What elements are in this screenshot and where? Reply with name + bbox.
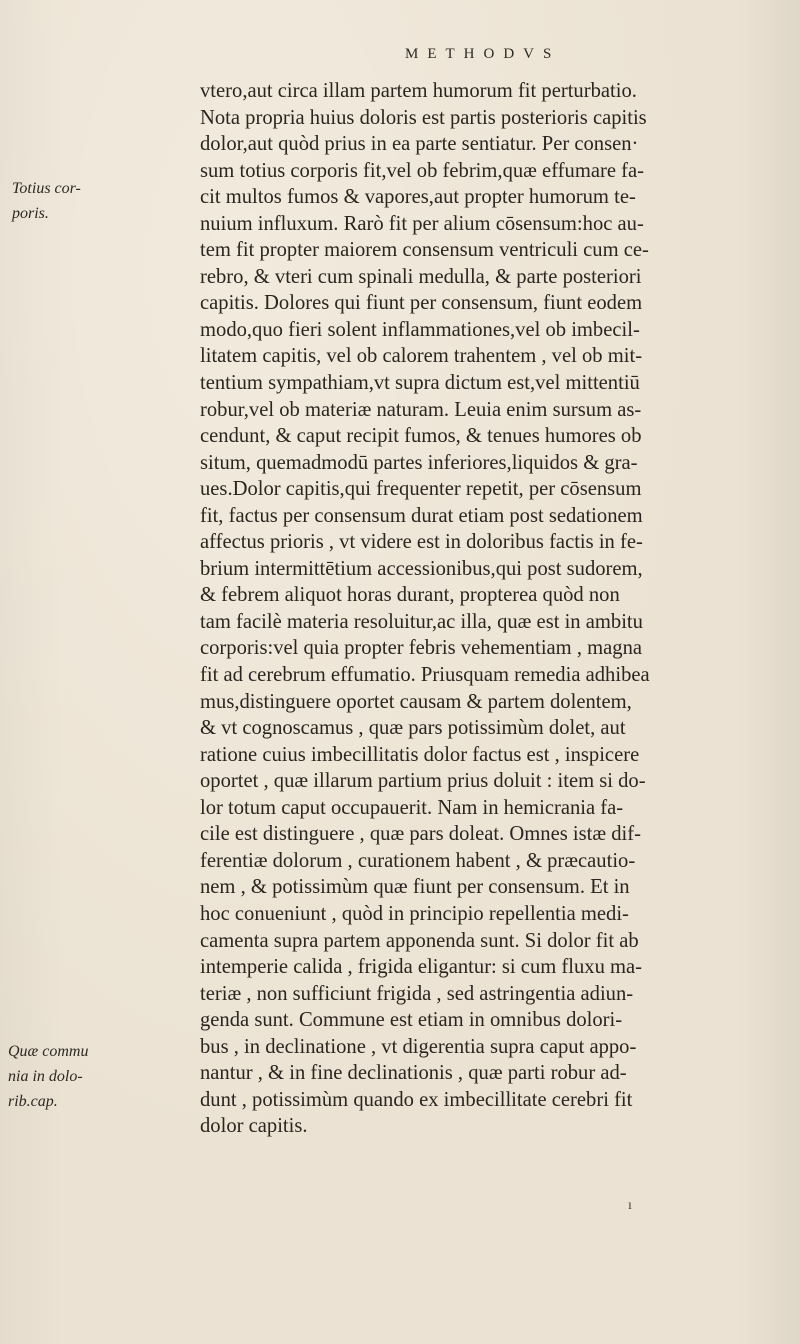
text-line: tam facilè materia resoluitur,ac illa, quæ est in ambitu [200, 610, 643, 633]
text-line: intemperie calida , frigida eligantur: si cum fluxu ma- [200, 956, 643, 979]
text-line: oportet , quæ illarum partium prius doluit : item si do- [200, 770, 646, 793]
margin-note-line: poris. [12, 205, 49, 222]
text-line: tem fit propter maiorem consensum ventriculi cum ce- [200, 239, 649, 262]
text-line: robur,vel ob materiæ naturam. Leuia enim sursum as- [200, 398, 642, 421]
main-text-block [200, 78, 796, 1140]
text-line: nuium influxum. Rarò fit per alium cōsensum:hoc au- [200, 212, 644, 235]
text-line: nantur , & in fine declinationis , quæ parti robur ad- [200, 1062, 627, 1085]
text-line: modo,quo fieri solent inflammationes,vel ob imbecil- [200, 318, 640, 341]
text-line: vtero,aut circa illam partem humorum fit perturbatio. [200, 80, 637, 102]
text-line: litatem capitis, vel ob calorem trahentem , vel ob mit- [200, 345, 643, 368]
text-line: mus,distinguere oportet causam & partem dolentem, [200, 690, 632, 713]
text-line: lor totum caput occupauerit. Nam in hemicrania fa- [200, 796, 624, 819]
stray-ink-mark: ı [628, 1198, 632, 1213]
running-header: METHODVS [405, 46, 561, 62]
margin-note-line: nia in dolo- [8, 1068, 83, 1085]
text-line: Nota propria huius doloris est partis posterioris capitis [200, 106, 647, 129]
text-line: & febrem aliquot horas durant, propterea quòd non [200, 584, 620, 607]
text-line: dolor capitis. [200, 1115, 308, 1138]
text-line: dunt , potissimùm quando ex imbecillitate cerebri fit [200, 1088, 633, 1111]
text-line: camenta supra partem apponenda sunt. Si dolor fit ab [200, 929, 639, 952]
text-line: affectus prioris , vt videre est in doloribus factis in fe- [200, 531, 643, 554]
text-line: cendunt, & caput recipit fumos, & tenues humores ob [200, 425, 642, 448]
text-line: dolor,aut quòd prius in ea parte sentiatur. Per consen· [200, 133, 639, 156]
text-line: ratione cuius imbecillitatis dolor factus est , inspicere [200, 743, 640, 766]
margin-note-line: Totius cor- [12, 180, 81, 197]
text-line: ues.Dolor capitis,qui frequenter repetit, per cōsensum [200, 478, 642, 501]
margin-note-line: rib.cap. [8, 1093, 58, 1110]
text-line: sum totius corporis fit,vel ob febrim,quæ effumare fa- [200, 159, 644, 182]
text-line: fit ad cerebrum effumatio. Priusquam remedia adhibea [200, 664, 650, 687]
margin-note-totius-corporis [12, 176, 81, 226]
text-line: bus , in declinatione , vt digerentia supra caput appo- [200, 1035, 637, 1058]
text-line: genda sunt. Commune est etiam in omnibus dolori- [200, 1009, 623, 1032]
text-line: cit multos fumos & vapores,aut propter humorum te- [200, 186, 636, 209]
text-line: rebro, & vteri cum spinali medulla, & parte posteriori [200, 265, 642, 288]
margin-note-quae-communia [8, 1039, 88, 1114]
text-line: capitis. Dolores qui fiunt per consensum, fiunt eodem [200, 292, 643, 315]
text-line: brium intermittētium accessionibus,qui post sudorem, [200, 557, 643, 580]
text-line: tentium sympathiam,vt supra dictum est,vel mittentiū [200, 372, 640, 395]
text-line: corporis:vel quia propter febris vehementiam , magna [200, 637, 643, 660]
text-line: situm, quemadmodū partes inferiores,liquidos & gra- [200, 451, 638, 474]
text-line: & vt cognoscamus , quæ pars potissimùm dolet, aut [200, 717, 626, 740]
text-line: cile est distinguere , quæ pars doleat. Omnes istæ dif- [200, 823, 641, 846]
text-line: fit, factus per consensum durat etiam post sedationem [200, 504, 643, 527]
margin-note-line: Quæ commu [8, 1043, 89, 1060]
text-line: nem , & potissimùm quæ fiunt per consensum. Et in [200, 876, 630, 899]
text-line: ferentiæ dolorum , curationem habent , & præcautio- [200, 849, 636, 872]
text-line: teriæ , non sufficiunt frigida , sed astringentia adiun- [200, 982, 634, 1005]
text-line: hoc conueniunt , quòd in principio repellentia medi- [200, 902, 629, 925]
